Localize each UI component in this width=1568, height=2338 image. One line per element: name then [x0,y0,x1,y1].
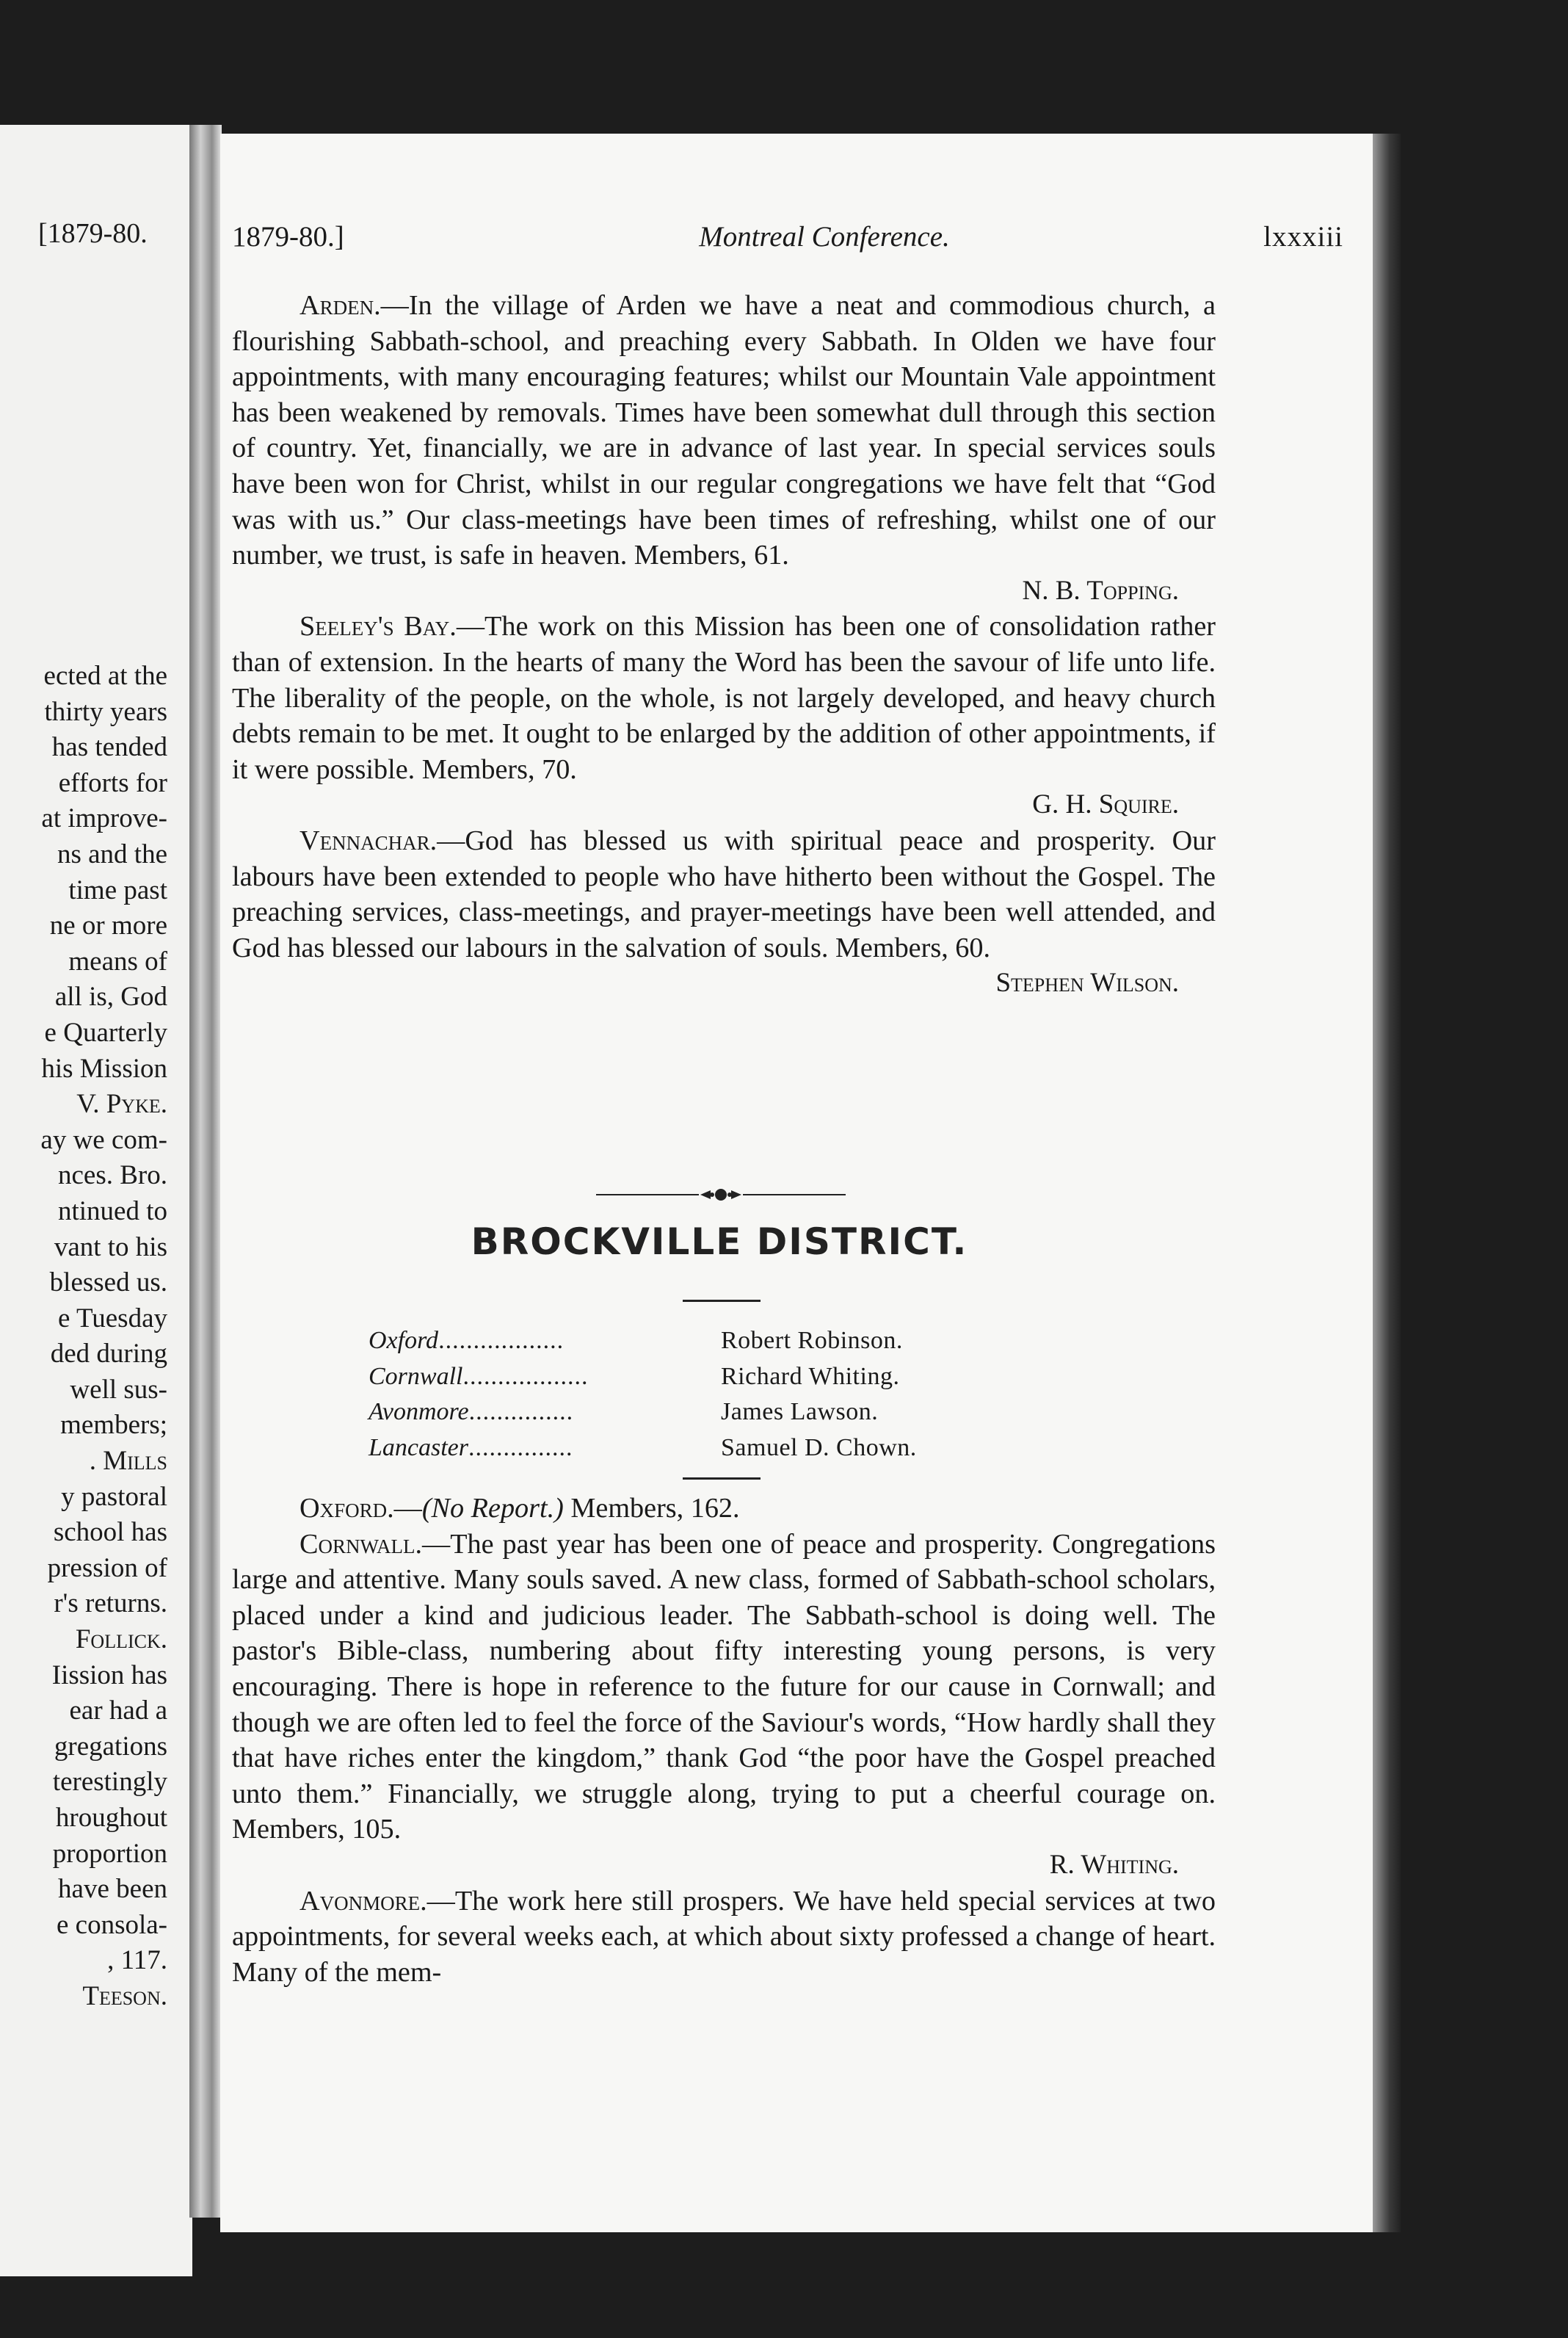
appointments-table [369,1323,917,1466]
report-title: Seeley's Bay. [300,611,457,643]
report-title: Oxford. [300,1493,394,1524]
left-page-line: efforts for [58,767,167,798]
appointment-place: Oxford [369,1327,439,1354]
left-page-line: hroughout [55,1803,167,1833]
appointment-minister: Robert Robinson. [721,1327,903,1354]
appointment-place: Cornwall [369,1362,463,1390]
main-page [220,134,1373,2232]
left-page-line: proportion [52,1838,167,1869]
left-page-line: school has [53,1517,167,1548]
left-page-line: ns and the [57,839,167,869]
report-title: Avonmore. [300,1885,427,1917]
district-title: BROCKVILLE DISTRICT. [471,1220,968,1263]
left-page-line: ear had a [69,1695,167,1726]
left-page-line: nces. Bro. [58,1160,167,1191]
left-page-line: time past [68,875,167,905]
report-title: Arden. [300,290,381,321]
left-page-line: have been [58,1874,167,1905]
book-gutter [189,125,222,2218]
appointment-minister: Richard Whiting. [721,1362,900,1390]
report-note: (No Report.) [421,1493,564,1524]
appointment-row [369,1394,917,1430]
report-vennachar [232,823,1216,1002]
left-page-line: ne or more [49,911,167,941]
left-page-line: pression of [47,1552,167,1583]
running-head-title: Montreal Conference. [699,221,950,253]
report-text: —God has blessed us with spiritual peace and prosperity. Our labours have been extended to people who have hitherto been without the Gospel. The preaching services, class-meetings, and prayer-meetings have been well attended, and God has blessed our labours in the salvation of souls. Members, 60. [232,825,1216,963]
divider [683,1477,761,1480]
left-page-line: Teeson. [82,1980,167,2011]
appointment-row [369,1430,917,1466]
left-page-line: e Tuesday [57,1303,167,1333]
report-signature: G. H. Squire. [1032,789,1179,820]
left-facing-page [0,125,192,2276]
report-text: —In the village of Arden we have a neat and commodious church, a flourishing Sabbath-school, and preaching every Sabbath. In Olden we have four appointments, with many encouraging features; whilst our Mountain Vale appointment has been weakened by removals. Times have been somewhat dull through this section of country. Yet, financially, we are in advance of last year. In special services souls have been won for Christ, whilst in our regular congregations we have felt that “God was with us.” Our class-meetings have been times of refreshing, whilst one of our number, we trust, is safe in heaven. Members, 61. [232,290,1216,571]
left-page-line: . Mills [89,1446,167,1477]
leader-dots: .................. [438,1327,565,1354]
report-signature: Stephen Wilson. [995,968,1179,999]
left-page-line: e consola- [56,1909,167,1940]
left-page-header: [1879-80. [38,218,148,249]
left-page-line: has tended [51,732,167,763]
report-title: Cornwall. [300,1528,422,1560]
appointment-row [369,1359,917,1395]
running-head-year: 1879-80.] [232,221,344,253]
left-page-line: his Mission [41,1053,167,1084]
left-page-line: e Quarterly [44,1017,167,1048]
reports-top [232,288,1216,1002]
left-page-line: ded during [50,1339,167,1369]
page-edge [1373,134,1401,2232]
left-page-line: , 117. [107,1945,167,1976]
report-seeleys-bay [232,609,1216,823]
left-page-line: V. Pyke. [76,1089,167,1120]
left-page-line: thirty years [44,696,167,727]
report-signature: R. Whiting. [1049,1849,1179,1880]
left-page-line: at improve- [41,803,167,834]
report-signature: N. B. Topping. [1022,575,1179,606]
left-page-line: y pastoral [61,1481,167,1512]
left-page-line: vant to his [54,1231,167,1262]
appointment-minister: James Lawson. [721,1398,879,1426]
report-arden [232,288,1216,609]
appointment-row [369,1323,917,1359]
left-page-line: Iission has [51,1660,167,1690]
reports-bottom [232,1491,1216,1990]
report-oxford: Oxford.—(No Report.) Members, 162. [300,1493,740,1524]
report-text: —The work here still prospers. We have held special services at two appointments, for several weeks each, at which about sixty professed a change of heart. Many of the mem- [232,1885,1216,1988]
left-page-line: all is, God [54,982,167,1013]
left-page-line: terestingly [52,1767,167,1798]
left-page-text [40,659,167,2015]
running-head [232,220,1373,257]
appointment-place: Lancaster [369,1433,468,1461]
left-page-line: ay we com- [40,1124,167,1155]
leader-dots: ............... [468,1398,574,1426]
left-page-line: gregations [54,1731,167,1762]
left-page-line: r's returns. [54,1588,167,1619]
left-page-line: means of [68,946,167,977]
report-avonmore [232,1883,1216,1991]
left-page-line: members; [60,1410,167,1441]
leader-dots: ............... [468,1433,573,1461]
divider [683,1300,761,1302]
appointment-place: Avonmore [369,1398,469,1426]
report-title: Vennachar. [300,825,438,856]
left-page-line: Follick. [75,1624,167,1655]
appointment-minister: Samuel D. Chown. [721,1433,917,1461]
report-text: Members, 162. [563,1493,740,1524]
leader-dots: .................. [462,1362,589,1390]
report-text: —The work on this Mission has been one of consolidation rather than of extension. In the hearts of many the Word has been the savour of life unto life. The liberality of the people, on the whole, is not largely developed, and heavy church debts remain to be met. It ought to be enlarged by the addition of other appointments, if it were possible. Members, 70. [232,611,1216,785]
section-ornament [596,1184,846,1206]
left-page-line: ected at the [43,661,167,691]
page-number: lxxxiii [1263,221,1343,253]
report-cornwall [232,1527,1216,1883]
report-text: —The past year has been one of peace and prosperity. Congregations large and attentive. Many souls saved. A new class, formed of Sabbath-school scholars, placed under a kind and judicious leader. The Sabbath-school is doing well. The pastor's Bible-class, numbering about fifty interesting young persons, is very encouraging. There is hope in reference to the future for our cause in Cornwall; and though we are often led to feel the force of the Saviour's words, “How hardly shall they that have riches enter the kingdom,” thank God “the poor have the Gospel preached unto them.” Financially, we struggle along, trying to put a cheerful courage on. Members, 105. [232,1528,1216,1845]
left-page-line: blessed us. [49,1267,167,1298]
left-page-line: ntinued to [57,1195,167,1226]
left-page-line: well sus- [70,1374,167,1405]
